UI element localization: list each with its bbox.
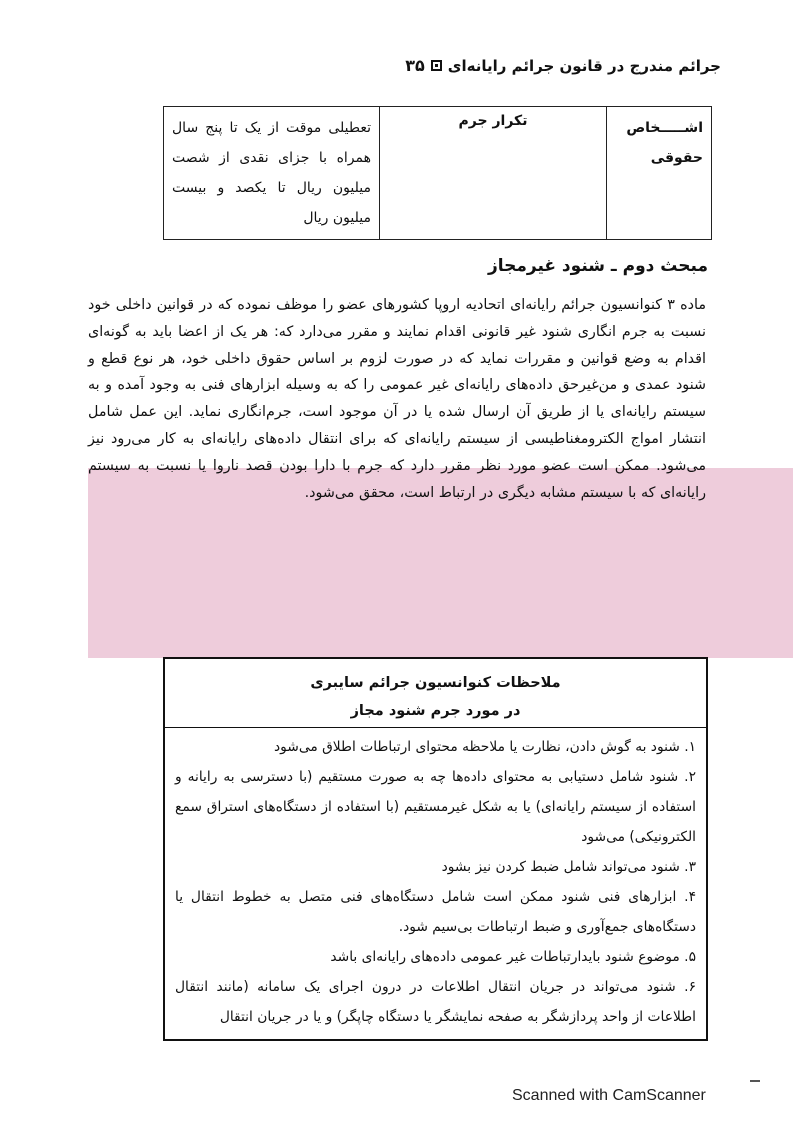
list-item: ۴. ابزارهای فنی شنود ممکن است شامل دستگاه‌های فنی متصل به خطوط انتقال یا دستگاه‌های جمع‌آوری و ضبط ارتباطات بی‌سیم شود. xyxy=(175,889,696,935)
notes-list xyxy=(165,728,706,1032)
notes-title-line2: در مورد جرم شنود مجاز xyxy=(350,703,521,719)
notes-heading xyxy=(165,659,706,728)
penalty-table xyxy=(163,106,712,240)
table-cell-penalty: تعطیلی موقت از یک تا پنج سال همراه با جزای نقدی از شصت میلیون ریال تا یکصد و بیست میلیون ریال xyxy=(164,107,380,240)
running-header xyxy=(81,56,721,75)
list-item: ۳. شنود می‌تواند شامل ضبط کردن نیز بشود xyxy=(441,859,696,875)
notes-title-line1: ملاحظات کنوانسیون جرائم سایبری xyxy=(310,675,561,691)
square-bullet-icon xyxy=(431,60,442,71)
table-cell-subject: اشـــــخاص حقوقی xyxy=(607,107,712,240)
section-heading: مبحث دوم ـ شنود غیرمجاز xyxy=(487,256,708,276)
notes-box xyxy=(163,657,708,1041)
table-cell-condition: تکرار جرم xyxy=(380,107,607,240)
header-title: جرائم مندرج در قانون جرائم رایانه‌ای xyxy=(447,56,721,75)
body-paragraph: ماده ۳ کنوانسیون جرائم رایانه‌ای اتحادیه اروپا کشورهای عضو را موظف نموده که در قوانین داخلی خود نسبت به جرم انگاری شنود غیر قانونی اقدام نمایند و مقرر می‌دارد که: هر یک از اعضا باید به گونه‌ای اقدام به وضع قوانین و مقررات نماید که در صورت لزوم بر اساس حقوق داخلی خود، هر نوع قطع و شنود عمدی و من‌غیرحق داده‌های رایانه‌ای غیر عمومی را که به وسیله ابزارهای فنی به وجود آمده و به سیستم رایانه‌ای یا از طریق آن ارسال شده یا در آن موجود است، جرم‌انگاری نماید. این عمل شامل انتشار امواج الکترومغناطیسی از سیستم رایانه‌ای که برای انتقال داده‌های رایانه‌ای به کار می‌رود نیز می‌شود. ممکن است عضو مورد نظر مقرر دارد که جرم با دارا بودن قصد ناروا یا نسبت به سیستم رایانه‌ای که با سیستم مشابه دیگری در ارتباط است، محقق می‌شود. xyxy=(88,297,706,501)
table-row xyxy=(164,107,712,240)
footer-mark xyxy=(750,1080,760,1082)
list-item: ۶. شنود می‌تواند در جریان انتقال اطلاعات در درون اجرای یک سامانه (مانند انتقال اطلاعات از واحد پردازشگر به صفحه نمایشگر یا دستگاه چاپگر) و یا در جریان انتقال xyxy=(175,979,696,1025)
scanner-label: Scanned with CamScanner xyxy=(512,1087,706,1104)
list-item: ۵. موضوع شنود بایدارتباطات غیر عمومی داده‌های رایانه‌ای باشد xyxy=(330,949,696,965)
list-item: ۲. شنود شامل دستیابی به محتوای داده‌ها چه به صورت مستقیم (با دسترسی به رایانه و استفاده از سیستم رایانه‌ای) یا به شکل غیرمستقیم (با استفاده از دستگاه‌های استراق سمع الکترونیکی) می‌شود xyxy=(175,769,696,845)
page-number: ۳۵ xyxy=(405,56,425,75)
list-item: ۱. شنود به گوش دادن، نظارت یا ملاحظه محتوای ارتباطات اطلاق می‌شود xyxy=(273,739,696,755)
